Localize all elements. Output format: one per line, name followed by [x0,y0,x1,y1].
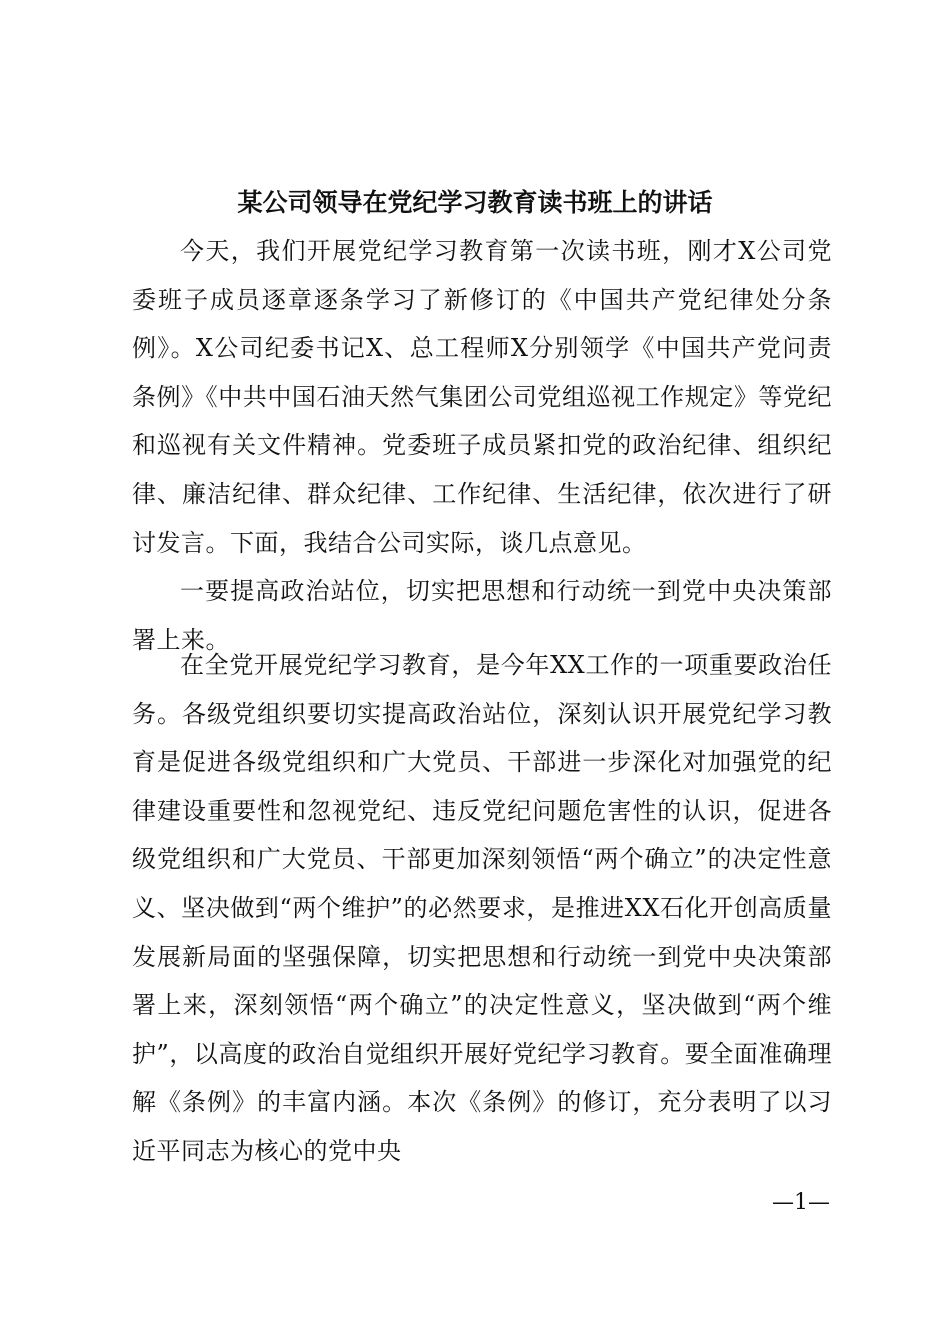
paragraph-heading-one: 一要提高政治站位，切实把思想和行动统一到党中央决策部署上来。 [132,577,832,654]
page-number: —1— [772,1190,830,1215]
paragraph-section-one: 在全党开展党纪学习教育，是今年XX工作的一项重要政治任务。各级党组织要切实提高政治站位，深刻认识开展党纪学习教育是促进各级党组织和广大党员、干部进一步深化对加强党的纪律建设重要性和忽视党纪、违反党纪问题危害性的认识，促进各级党组织和广大党员、干部更加深刻领悟“两个确立”的决定性意义、坚决做到“两个维护”的必然要求，是推进XX石化开创高质量发展新局面的坚强保障，切实把思想和行动统一到党中央决策部署上来，深刻领悟“两个确立”的决定性意义，坚决做到“两个维护”，以高度的政治自觉组织开展好党纪学习教育。要全面准确理解《条例》的丰富内涵。本次《条例》的修订，充分表明了以习近平同志为核心的党中央 [132,651,832,1165]
paragraph-opening: 今天，我们开展党纪学习教育第一次读书班，刚才X公司党委班子成员逐章逐条学习了新修订的《中国共产党纪律处分条例》。X公司纪委书记X、总工程师X分别领学《中国共产党问责条例》《中共中国石油天然气集团公司党组巡视工作规定》等党纪和巡视有关文件精神。党委班子成员紧扣党的政治纪律、组织纪律、廉洁纪律、群众纪律、工作纪律、生活纪律，依次进行了研讨发言。下面，我结合公司实际，谈几点意见。 [132,237,832,557]
document-body-continued [132,641,832,1176]
document-title: 某公司领导在党纪学习教育读书班上的讲话 [237,188,713,217]
document-body [132,227,832,664]
